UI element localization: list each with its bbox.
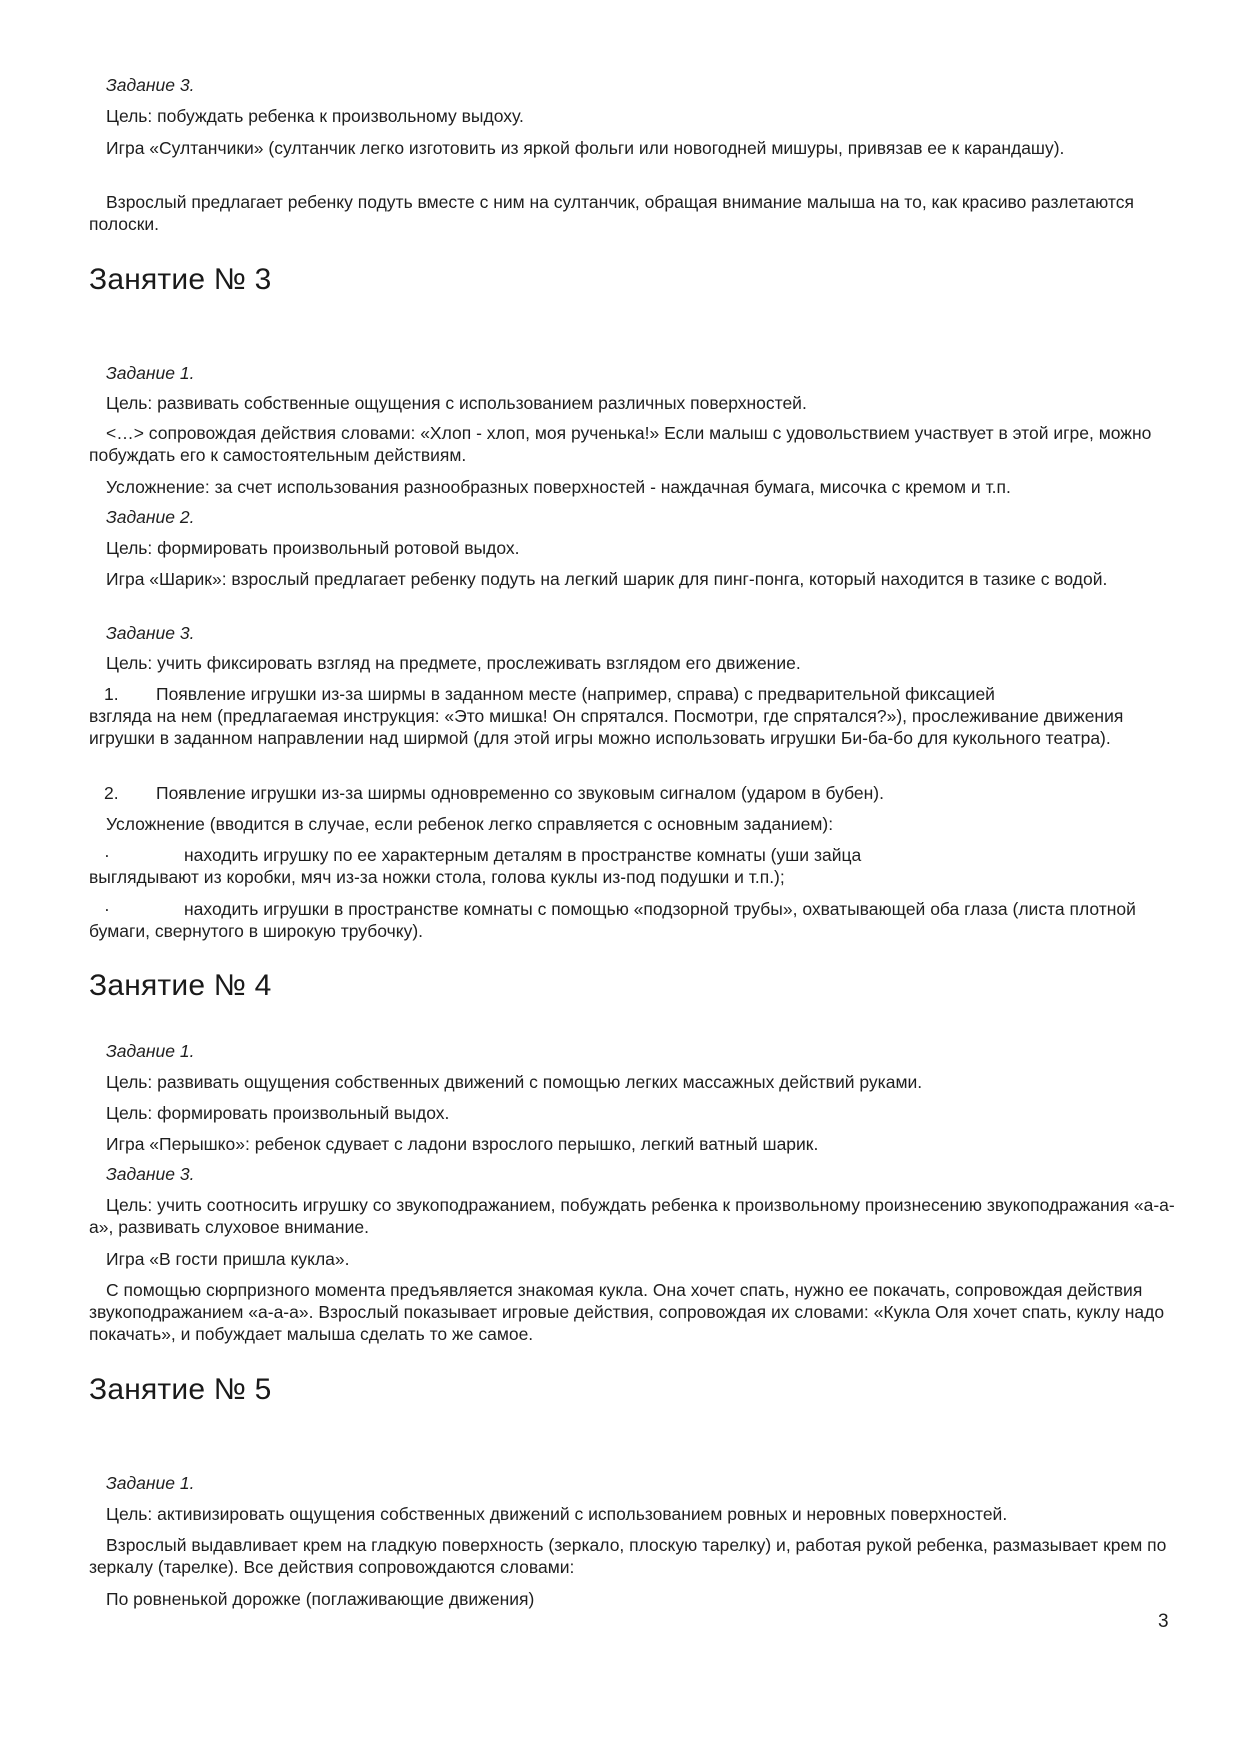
lesson-4-heading: Занятие № 4 bbox=[89, 969, 272, 1002]
task-heading: Задание 1. bbox=[106, 363, 195, 383]
game-text: Игра «Перышко»: ребенок сдувает с ладони взрослого перышко, легкий ватный шарик. bbox=[106, 1134, 819, 1154]
goal-text: Цель: развивать ощущения собственных движений с помощью легких массажных действий руками. bbox=[106, 1072, 923, 1092]
list-item-text: Появление игрушки из-за ширмы в заданном месте (например, справа) с предварительной фиксацией bbox=[156, 684, 995, 704]
lesson-3-heading: Занятие № 3 bbox=[89, 263, 272, 296]
page-number: 3 bbox=[1158, 1611, 1169, 1632]
list-item-text: находить игрушки в пространстве комнаты с помощью «подзорной трубы», охватывающей оба глаза (листа плотной бумаги, свернутого в широкую трубочку). bbox=[89, 899, 1136, 941]
description-text: Взрослый предлагает ребенку подуть вместе с ним на султанчик, обращая внимание малыша на то, как красиво разлетаются полоски. bbox=[89, 192, 1134, 234]
list-number: 2. bbox=[104, 783, 119, 803]
task-heading: Задание 3. bbox=[106, 623, 195, 643]
description-text: Взрослый выдавливает крем на гладкую поверхность (зеркало, плоскую тарелку) и, работая рукой ребенка, размазывает крем по зеркалу (тарелке). Все действия сопровождаются словами: bbox=[89, 1535, 1167, 1577]
goal-text: Цель: активизировать ощущения собственных движений с использованием ровных и неровных поверхностей. bbox=[106, 1504, 1008, 1524]
task-heading: Задание 3. bbox=[106, 1164, 195, 1184]
task-heading: Задание 2. bbox=[106, 507, 195, 527]
list-item-text: взгляда на нем (предлагаемая инструкция: «Это мишка! Он спрятался. Посмотри, где спрятался?»), прослеживание движения игрушки в заданном направлении над ширмой (для этой игры можно использовать игрушки Би-ба-бо для кукольного театра). bbox=[89, 706, 1124, 748]
bullet-list-item bbox=[89, 844, 1179, 888]
bullet-list-item bbox=[89, 898, 1179, 942]
list-item-text: выглядывают из коробки, мяч из-за ножки стола, голова куклы из-под подушки и т.п.); bbox=[89, 867, 785, 887]
body-text: <…> сопровождая действия словами: «Хлоп - хлоп, моя рученька!» Если малыш с удовольствием участвует в этой игре, можно побуждать его к самостоятельным действиям. bbox=[89, 423, 1152, 465]
goal-text: Цель: учить фиксировать взгляд на предмете, прослеживать взглядом его движение. bbox=[106, 653, 801, 673]
list-item-text: Появление игрушки из-за ширмы одновременно со звуковым сигналом (ударом в бубен). bbox=[156, 783, 884, 803]
complication-text: Усложнение (вводится в случае, если ребенок легко справляется с основным заданием): bbox=[106, 814, 834, 834]
verse-line: По ровненькой дорожке (поглаживающие движения) bbox=[106, 1589, 535, 1609]
goal-text: Цель: учить соотносить игрушку со звукоподражанием, побуждать ребенка к произвольному произнесению звукоподражания «а-а-а», развивать слуховое внимание. bbox=[89, 1195, 1175, 1237]
goal-text: Цель: формировать произвольный ротовой выдох. bbox=[106, 538, 520, 558]
list-item-text: находить игрушку по ее характерным деталям в пространстве комнаты (уши зайца bbox=[184, 845, 862, 865]
complication-text: Усложнение: за счет использования разнообразных поверхностей - наждачная бумага, мисочка с кремом и т.п. bbox=[106, 477, 1011, 497]
task-heading: Задание 3. bbox=[106, 75, 195, 95]
bullet-marker: · bbox=[104, 845, 110, 865]
numbered-list-item bbox=[89, 782, 1179, 804]
bullet-marker: · bbox=[104, 899, 110, 919]
task-heading: Задание 1. bbox=[106, 1041, 195, 1061]
goal-text: Цель: формировать произвольный выдох. bbox=[106, 1103, 450, 1123]
game-text: Игра «В гости пришла кукла». bbox=[106, 1249, 350, 1269]
numbered-list-item bbox=[89, 683, 1179, 749]
goal-text: Цель: развивать собственные ощущения с использованием различных поверхностей. bbox=[106, 393, 807, 413]
game-text: Игра «Султанчики» (султанчик легко изготовить из яркой фольги или новогодней мишуры, привязав ее к карандашу). bbox=[106, 138, 1065, 158]
task-heading: Задание 1. bbox=[106, 1473, 195, 1493]
lesson-5-heading: Занятие № 5 bbox=[89, 1373, 272, 1406]
game-text: Игра «Шарик»: взрослый предлагает ребенку подуть на легкий шарик для пинг-понга, который находится в тазике с водой. bbox=[106, 569, 1108, 589]
goal-text: Цель: побуждать ребенка к произвольному выдоху. bbox=[106, 106, 524, 126]
list-number: 1. bbox=[104, 684, 119, 704]
description-text: С помощью сюрпризного момента предъявляется знакомая кукла. Она хочет спать, нужно ее покачать, сопровождая действия звукоподражанием «а-а-а». Взрослый показывает игровые действия, сопровождая их словами: «Кукла Оля хочет спать, куклу надо покачать», и побуждает малыша сделать то же самое. bbox=[89, 1280, 1165, 1344]
